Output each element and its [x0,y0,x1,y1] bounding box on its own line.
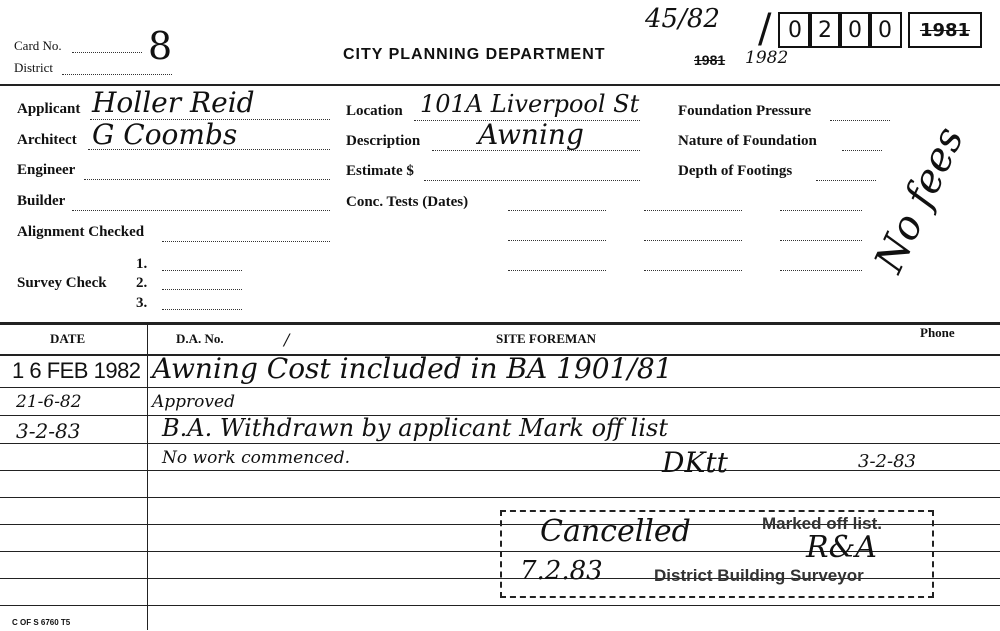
conc-tests-label: Conc. Tests (Dates) [346,194,469,210]
stamp-initials: R&A [806,530,877,565]
year-printed-struck: 1981 [694,52,726,68]
estimate-label: Estimate $ [346,163,414,179]
foundation-pressure-label: Foundation Pressure [678,103,812,119]
number-box-2: 2 [808,12,842,48]
year-box: 1981 [908,12,982,48]
depth-footings-label: Depth of Footings [678,163,793,179]
date-column-divider [147,324,148,630]
location-value: 101A Liverpool St [420,90,640,118]
alignment-label: Alignment Checked [17,224,145,240]
location-label: Location [346,103,403,119]
description-label: Description [346,133,421,149]
entry-3-date: 3-2-83 [16,419,81,443]
entry-1-date: 1 6 FEB 1982 [12,358,141,383]
card-no-label: Card No. [14,38,62,53]
number-box-1: 0 [778,12,812,48]
entry-2-text: Approved [152,392,235,412]
phone-header: Phone [920,325,955,340]
entry-2-date: 21-6-82 [16,392,82,412]
ref-handwritten: 45/82 [645,4,720,34]
entry-3-text: B.A. Withdrawn by applicant Mark off list [162,414,668,442]
form-code: C OF S 6760 T5 [12,618,71,627]
applicant-label: Applicant [17,101,81,117]
slash-mark: / [758,6,772,52]
side-note-no-fees: No fees [866,119,973,280]
stamp-cancelled: Cancelled [540,514,691,549]
signature: DKtt [662,446,728,479]
engineer-label: Engineer [17,162,76,178]
builder-label: Builder [17,193,66,209]
architect-value: G Coombs [92,118,238,151]
entry-1-text: Awning Cost included in BA 1901/81 [152,352,673,385]
survey-item-3: 3. [136,295,148,311]
stamp-marked-off: Marked off list. [762,514,882,533]
card-no-value: 8 [148,24,173,68]
survey-label: Survey Check [17,275,107,291]
da-value: / [284,330,290,349]
architect-label: Architect [17,132,77,148]
da-header: D.A. No. [176,331,224,346]
year-handwritten: 1982 [745,48,789,68]
site-foreman-header: SITE FOREMAN [496,331,597,346]
date-header: DATE [50,331,86,346]
number-box-4: 0 [868,12,902,48]
stamp-district-surveyor: District Building Surveyor [654,566,864,585]
signature-date: 3-2-83 [858,451,916,472]
survey-item-1: 1. [136,256,148,272]
survey-item-2: 2. [136,275,148,291]
stamp-date: 7.2.83 [520,556,603,586]
entry-4-text: No work commenced. [162,448,351,468]
description-value: Awning [478,118,584,151]
district-label: District [14,60,53,75]
number-box-3: 0 [838,12,872,48]
nature-foundation-label: Nature of Foundation [678,133,817,149]
applicant-value: Holler Reid [92,86,255,119]
department-title: CITY PLANNING DEPARTMENT [343,46,606,63]
